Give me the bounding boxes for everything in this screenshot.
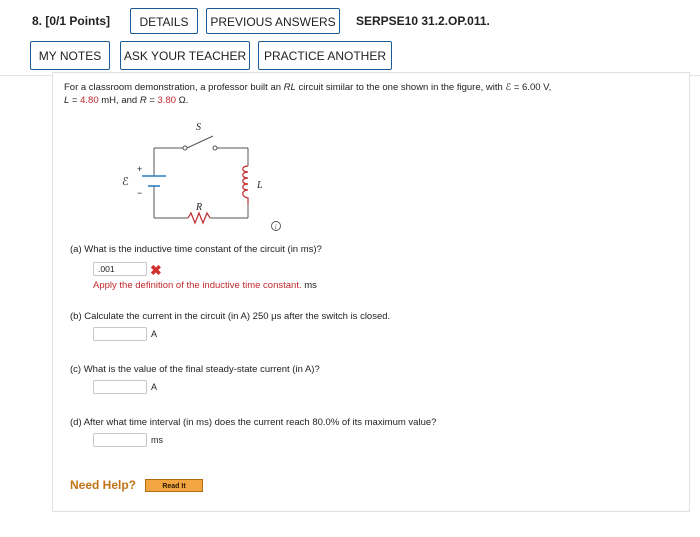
practice-another-button[interactable]: PRACTICE ANOTHER	[258, 41, 392, 70]
ask-your-teacher-button[interactable]: ASK YOUR TEACHER	[120, 41, 250, 70]
inductance-var: L	[64, 95, 70, 106]
part-b-answer-input[interactable]	[93, 327, 147, 341]
intro-text-mid: circuit similar to the one shown in the figure, with	[295, 82, 506, 93]
equals: =	[146, 95, 158, 106]
question-number: 8. [0/1 Points]	[32, 14, 111, 28]
feedback-unit: ms	[301, 280, 317, 291]
part-b-question: (b) Calculate the current in the circuit (in A) 250 μs after the switch is closed.	[70, 311, 391, 322]
equals: =	[69, 95, 81, 106]
details-button[interactable]: DETAILS	[130, 8, 198, 34]
rl-term: RL	[283, 82, 296, 93]
part-d-unit: ms	[151, 435, 163, 445]
problem-statement	[64, 81, 674, 107]
intro-text: For a classroom demonstration, a professor built an	[64, 82, 284, 93]
incorrect-icon: ✖	[150, 262, 162, 278]
emf-label: ℰ	[122, 176, 129, 188]
inductor-label: L	[257, 180, 263, 191]
resistance-unit: Ω.	[176, 95, 189, 106]
inductor-symbol	[243, 166, 248, 204]
emf-symbol: ℰ	[505, 82, 512, 93]
switch-terminal	[183, 146, 187, 150]
resistor-label: R	[196, 202, 203, 213]
problem-id: SERPSE10 31.2.OP.011.	[356, 14, 490, 28]
part-a-feedback	[93, 280, 317, 291]
plus-sign: +	[137, 164, 143, 174]
part-d-answer-input[interactable]	[93, 433, 147, 447]
part-c-answer-input[interactable]	[93, 380, 147, 394]
question-header	[0, 0, 700, 76]
minus-sign: −	[137, 188, 143, 198]
resistance-value: 3.80	[157, 95, 177, 106]
resistor-symbol	[188, 213, 210, 223]
my-notes-button[interactable]: MY NOTES	[30, 41, 110, 70]
feedback-text: Apply the definition of the inductive time constant.	[93, 280, 302, 291]
emf-value: = 6.00 V,	[511, 82, 552, 93]
part-b-unit: A	[151, 329, 158, 339]
info-icon-glyph: i	[274, 222, 277, 231]
inductance-unit: mH, and	[98, 95, 140, 106]
part-c-unit: A	[151, 382, 158, 392]
part-c-question: (c) What is the value of the final steady-state current (in A)?	[70, 364, 320, 375]
read-it-button[interactable]: Read It	[145, 479, 203, 492]
switch-terminal	[213, 146, 217, 150]
part-a-answer-input[interactable]: .001	[93, 262, 147, 276]
part-d-question: (d) After what time interval (in ms) does the current reach 80.0% of its maximum value?	[70, 417, 437, 428]
rl-circuit-figure	[110, 118, 290, 236]
inductance-value: 4.80	[80, 95, 99, 106]
previous-answers-button[interactable]: PREVIOUS ANSWERS	[206, 8, 340, 34]
part-a-question: (a) What is the inductive time constant of the circuit (in ms)?	[70, 244, 322, 255]
need-help-label: Need Help?	[70, 478, 137, 492]
switch-label: S	[196, 122, 201, 133]
resistance-var: R	[139, 95, 147, 106]
